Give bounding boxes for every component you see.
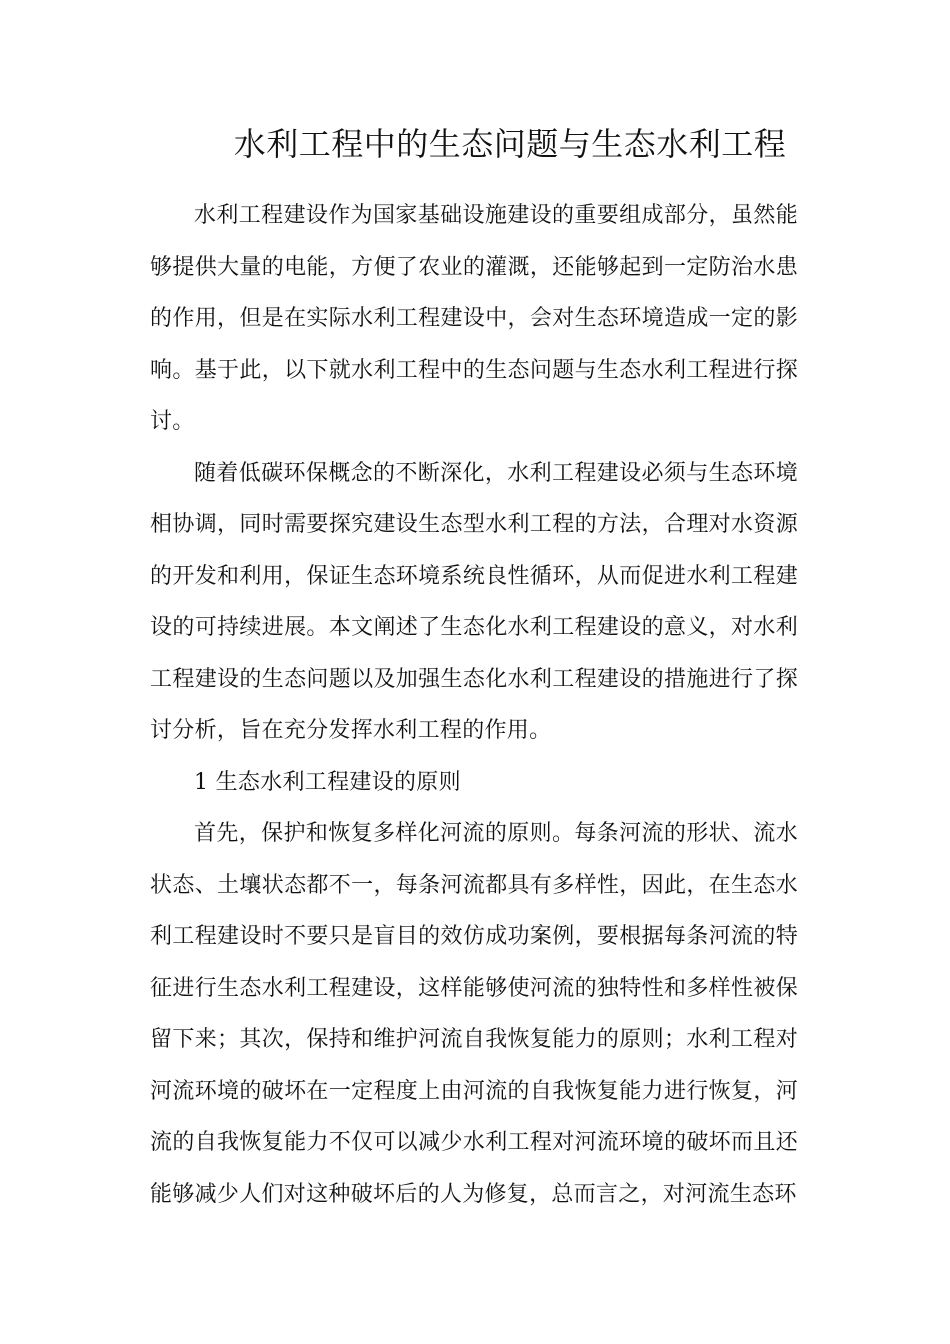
- paragraph-intro: 水利工程建设作为国家基础设施建设的重要组成部分，虽然能够提供大量的电能，方便了农业的灌溉，还能够起到一定防治水患的作用，但是在实际水利工程建设中，会对生态环境造成一定的影响。基于此，以下就水利工程中的生态问题与生态水利工程进行探讨。: [150, 203, 798, 434]
- document-title: 水利工程中的生态问题与生态水利工程: [233, 125, 787, 163]
- document-body: [150, 190, 798, 1220]
- paragraph-background: 随着低碳环保概念的不断深化，水利工程建设必须与生态环境相协调，同时需要探究建设生态型水利工程的方法，合理对水资源的开发和利用，保证生态环境系统良性循环，从而促进水利工程建设的可持续进展。本文阐述了生态化水利工程建设的意义，对水利工程建设的生态问题以及加强生态化水利工程建设的措施进行了探讨分析，旨在充分发挥水利工程的作用。: [150, 460, 798, 743]
- section-heading: 1 生态水利工程建设的原则: [194, 769, 461, 795]
- paragraph-principles: 首先，保护和恢复多样化河流的原则。每条河流的形状、流水状态、土壤状态都不一，每条河流都具有多样性，因此，在生态水利工程建设时不要只是盲目的效仿成功案例，要根据每条河流的特征进行生态水利工程建设，这样能够使河流的独特性和多样性被保留下来；其次，保持和维护河流自我恢复能力的原则；水利工程对河流环境的破坏在一定程度上由河流的自我恢复能力进行恢复，河流的自我恢复能力不仅可以减少水利工程对河流环境的破坏而且还能够减少人们对这种破坏后的人为修复，总而言之，对河流生态环: [150, 821, 798, 1207]
